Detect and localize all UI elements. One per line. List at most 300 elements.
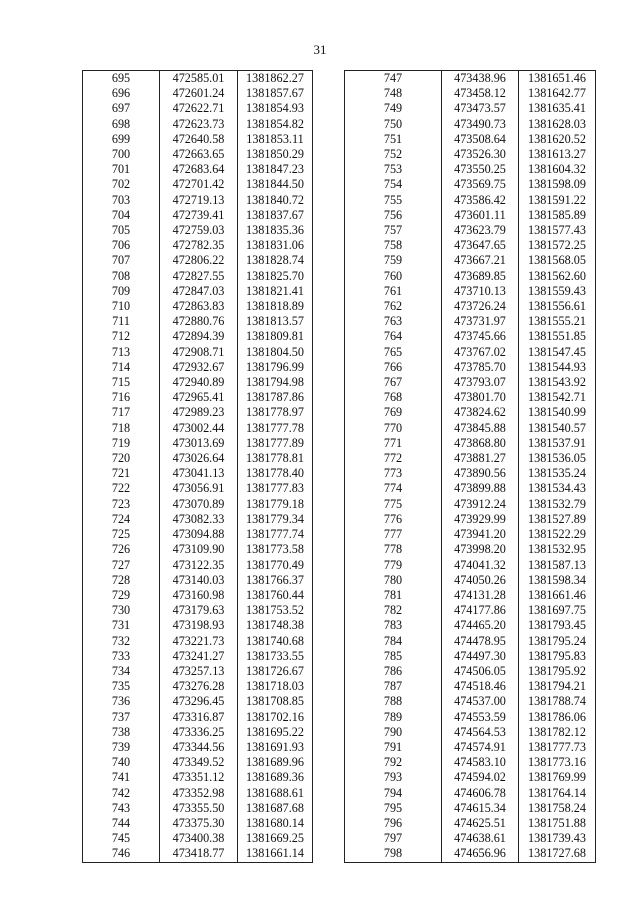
point-number-cell: 715: [83, 375, 160, 390]
table-row: [83, 117, 313, 132]
y-coordinate-cell: 1381795.24: [519, 634, 596, 649]
x-coordinate-cell: 474518.46: [442, 679, 519, 694]
table-row: [83, 542, 313, 557]
y-coordinate-cell: 1381853.11: [238, 132, 313, 147]
y-coordinate-cell: 1381862.27: [238, 71, 313, 87]
y-coordinate-cell: 1381680.14: [238, 816, 313, 831]
y-coordinate-cell: 1381847.23: [238, 162, 313, 177]
point-number-cell: 739: [83, 740, 160, 755]
point-number-cell: 712: [83, 329, 160, 344]
y-coordinate-cell: 1381691.93: [238, 740, 313, 755]
point-number-cell: 702: [83, 177, 160, 192]
point-number-cell: 701: [83, 162, 160, 177]
point-number-cell: 789: [345, 710, 442, 725]
table-row: [83, 314, 313, 329]
y-coordinate-cell: 1381613.27: [519, 147, 596, 162]
x-coordinate-cell: 472622.71: [160, 101, 238, 116]
point-number-cell: 723: [83, 497, 160, 512]
point-number-cell: 766: [345, 360, 442, 375]
y-coordinate-cell: 1381577.43: [519, 223, 596, 238]
x-coordinate-cell: 473221.73: [160, 634, 238, 649]
y-coordinate-cell: 1381766.37: [238, 573, 313, 588]
y-coordinate-cell: 1381795.83: [519, 649, 596, 664]
x-coordinate-cell: 472908.71: [160, 345, 238, 360]
table-row: [83, 603, 313, 618]
table-row: [83, 162, 313, 177]
table-row: [345, 740, 596, 755]
table-row: [83, 649, 313, 664]
x-coordinate-cell: 472806.22: [160, 253, 238, 268]
table-row: [345, 345, 596, 360]
table-row: [83, 664, 313, 679]
y-coordinate-cell: 1381818.89: [238, 299, 313, 314]
x-coordinate-cell: 472989.23: [160, 405, 238, 420]
point-number-cell: 763: [345, 314, 442, 329]
table-row: [345, 831, 596, 846]
table-row: [345, 329, 596, 344]
point-number-cell: 787: [345, 679, 442, 694]
table-row: [83, 755, 313, 770]
x-coordinate-cell: 473002.44: [160, 421, 238, 436]
table-row: [345, 710, 596, 725]
point-number-cell: 703: [83, 193, 160, 208]
point-number-cell: 724: [83, 512, 160, 527]
point-number-cell: 779: [345, 558, 442, 573]
table-row: [83, 375, 313, 390]
y-coordinate-cell: 1381534.43: [519, 481, 596, 496]
point-number-cell: 791: [345, 740, 442, 755]
table-row: [83, 679, 313, 694]
y-coordinate-cell: 1381708.85: [238, 694, 313, 709]
point-number-cell: 775: [345, 497, 442, 512]
table-row: [345, 466, 596, 481]
x-coordinate-cell: 473868.80: [442, 436, 519, 451]
y-coordinate-cell: 1381748.38: [238, 618, 313, 633]
table-row: [83, 725, 313, 740]
table-row: [345, 664, 596, 679]
point-number-cell: 794: [345, 786, 442, 801]
point-number-cell: 761: [345, 284, 442, 299]
x-coordinate-cell: 473899.88: [442, 481, 519, 496]
x-coordinate-cell: 472827.55: [160, 269, 238, 284]
x-coordinate-cell: 472847.03: [160, 284, 238, 299]
point-number-cell: 793: [345, 770, 442, 785]
point-number-cell: 758: [345, 238, 442, 253]
x-coordinate-cell: 473586.42: [442, 193, 519, 208]
table-row: [345, 497, 596, 512]
y-coordinate-cell: 1381777.74: [238, 527, 313, 542]
point-number-cell: 736: [83, 694, 160, 709]
point-number-cell: 696: [83, 86, 160, 101]
x-coordinate-cell: 472719.13: [160, 193, 238, 208]
x-coordinate-cell: 473767.02: [442, 345, 519, 360]
x-coordinate-cell: 473241.27: [160, 649, 238, 664]
y-coordinate-cell: 1381740.68: [238, 634, 313, 649]
x-coordinate-cell: 474465.20: [442, 618, 519, 633]
y-coordinate-cell: 1381651.46: [519, 71, 596, 87]
x-coordinate-cell: 473929.99: [442, 512, 519, 527]
point-number-cell: 765: [345, 345, 442, 360]
point-number-cell: 767: [345, 375, 442, 390]
point-number-cell: 773: [345, 466, 442, 481]
x-coordinate-cell: 472623.73: [160, 117, 238, 132]
table-row: [83, 208, 313, 223]
point-number-cell: 706: [83, 238, 160, 253]
y-coordinate-cell: 1381837.67: [238, 208, 313, 223]
point-number-cell: 719: [83, 436, 160, 451]
x-coordinate-cell: 473881.27: [442, 451, 519, 466]
point-number-cell: 713: [83, 345, 160, 360]
table-row: [345, 679, 596, 694]
point-number-cell: 730: [83, 603, 160, 618]
table-row: [83, 588, 313, 603]
table-row: [83, 527, 313, 542]
table-row: [345, 694, 596, 709]
point-number-cell: 756: [345, 208, 442, 223]
table-row: [345, 725, 596, 740]
y-coordinate-cell: 1381604.32: [519, 162, 596, 177]
x-coordinate-cell: 473082.33: [160, 512, 238, 527]
table-row: [83, 801, 313, 816]
table-row: [345, 390, 596, 405]
table-row: [83, 193, 313, 208]
x-coordinate-cell: 473473.57: [442, 101, 519, 116]
y-coordinate-cell: 1381778.40: [238, 466, 313, 481]
point-number-cell: 772: [345, 451, 442, 466]
point-number-cell: 744: [83, 816, 160, 831]
point-number-cell: 750: [345, 117, 442, 132]
table-row: [345, 132, 596, 147]
x-coordinate-cell: 473336.25: [160, 725, 238, 740]
table-row: [83, 436, 313, 451]
point-number-cell: 795: [345, 801, 442, 816]
y-coordinate-cell: 1381661.14: [238, 846, 313, 862]
x-coordinate-cell: 473026.64: [160, 451, 238, 466]
x-coordinate-cell: 473890.56: [442, 466, 519, 481]
point-number-cell: 755: [345, 193, 442, 208]
y-coordinate-cell: 1381764.14: [519, 786, 596, 801]
y-coordinate-cell: 1381572.25: [519, 238, 596, 253]
x-coordinate-cell: 473550.25: [442, 162, 519, 177]
point-number-cell: 782: [345, 603, 442, 618]
y-coordinate-cell: 1381794.98: [238, 375, 313, 390]
x-coordinate-cell: 473041.13: [160, 466, 238, 481]
point-number-cell: 695: [83, 71, 160, 87]
x-coordinate-cell: 473801.70: [442, 390, 519, 405]
page-number: 31: [313, 42, 327, 57]
table-row: [345, 634, 596, 649]
point-number-cell: 741: [83, 770, 160, 785]
x-coordinate-cell: 473745.66: [442, 329, 519, 344]
point-number-cell: 717: [83, 405, 160, 420]
table-row: [345, 405, 596, 420]
point-number-cell: 784: [345, 634, 442, 649]
table-row: [345, 193, 596, 208]
point-number-cell: 704: [83, 208, 160, 223]
y-coordinate-cell: 1381777.83: [238, 481, 313, 496]
x-coordinate-cell: 473198.93: [160, 618, 238, 633]
y-coordinate-cell: 1381769.99: [519, 770, 596, 785]
x-coordinate-cell: 473508.64: [442, 132, 519, 147]
y-coordinate-cell: 1381840.72: [238, 193, 313, 208]
x-coordinate-cell: 474553.59: [442, 710, 519, 725]
point-number-cell: 743: [83, 801, 160, 816]
point-number-cell: 747: [345, 71, 442, 87]
y-coordinate-cell: 1381739.43: [519, 831, 596, 846]
x-coordinate-cell: 473490.73: [442, 117, 519, 132]
point-number-cell: 760: [345, 269, 442, 284]
y-coordinate-cell: 1381547.45: [519, 345, 596, 360]
y-coordinate-cell: 1381635.41: [519, 101, 596, 116]
y-coordinate-cell: 1381778.81: [238, 451, 313, 466]
point-number-cell: 768: [345, 390, 442, 405]
y-coordinate-cell: 1381787.86: [238, 390, 313, 405]
x-coordinate-cell: 474606.78: [442, 786, 519, 801]
y-coordinate-cell: 1381702.16: [238, 710, 313, 725]
x-coordinate-cell: 472759.03: [160, 223, 238, 238]
point-number-cell: 735: [83, 679, 160, 694]
x-coordinate-cell: 473710.13: [442, 284, 519, 299]
y-coordinate-cell: 1381825.70: [238, 269, 313, 284]
y-coordinate-cell: 1381795.92: [519, 664, 596, 679]
table-row: [83, 238, 313, 253]
x-coordinate-cell: 474177.86: [442, 603, 519, 618]
y-coordinate-cell: 1381555.21: [519, 314, 596, 329]
x-coordinate-cell: 474537.00: [442, 694, 519, 709]
x-coordinate-cell: 473179.63: [160, 603, 238, 618]
y-coordinate-cell: 1381669.25: [238, 831, 313, 846]
point-number-cell: 777: [345, 527, 442, 542]
table-row: [345, 481, 596, 496]
y-coordinate-cell: 1381751.88: [519, 816, 596, 831]
table-row: [83, 345, 313, 360]
table-row: [345, 755, 596, 770]
table-row: [345, 542, 596, 557]
point-number-cell: 785: [345, 649, 442, 664]
point-number-cell: 749: [345, 101, 442, 116]
point-number-cell: 762: [345, 299, 442, 314]
y-coordinate-cell: 1381854.82: [238, 117, 313, 132]
table-row: [83, 786, 313, 801]
y-coordinate-cell: 1381753.52: [238, 603, 313, 618]
point-number-cell: 742: [83, 786, 160, 801]
table-row: [345, 86, 596, 101]
point-number-cell: 748: [345, 86, 442, 101]
point-number-cell: 700: [83, 147, 160, 162]
point-number-cell: 774: [345, 481, 442, 496]
x-coordinate-cell: 473355.50: [160, 801, 238, 816]
point-number-cell: 771: [345, 436, 442, 451]
table-row: [345, 786, 596, 801]
x-coordinate-cell: 473349.52: [160, 755, 238, 770]
point-number-cell: 716: [83, 390, 160, 405]
x-coordinate-cell: 473140.03: [160, 573, 238, 588]
point-number-cell: 781: [345, 588, 442, 603]
point-number-cell: 757: [345, 223, 442, 238]
y-coordinate-cell: 1381598.34: [519, 573, 596, 588]
y-coordinate-cell: 1381726.67: [238, 664, 313, 679]
y-coordinate-cell: 1381760.44: [238, 588, 313, 603]
point-number-cell: 746: [83, 846, 160, 862]
table-row: [345, 223, 596, 238]
point-number-cell: 727: [83, 558, 160, 573]
y-coordinate-cell: 1381688.61: [238, 786, 313, 801]
table-row: [83, 253, 313, 268]
table-row: [83, 451, 313, 466]
point-number-cell: 752: [345, 147, 442, 162]
x-coordinate-cell: 474506.05: [442, 664, 519, 679]
table-row: [83, 284, 313, 299]
y-coordinate-cell: 1381773.58: [238, 542, 313, 557]
y-coordinate-cell: 1381778.97: [238, 405, 313, 420]
point-number-cell: 711: [83, 314, 160, 329]
point-number-cell: 699: [83, 132, 160, 147]
x-coordinate-cell: 473375.30: [160, 816, 238, 831]
x-coordinate-cell: 472965.41: [160, 390, 238, 405]
y-coordinate-cell: 1381788.74: [519, 694, 596, 709]
x-coordinate-cell: 473526.30: [442, 147, 519, 162]
y-coordinate-cell: 1381695.22: [238, 725, 313, 740]
x-coordinate-cell: 472585.01: [160, 71, 238, 87]
y-coordinate-cell: 1381585.89: [519, 208, 596, 223]
y-coordinate-cell: 1381661.46: [519, 588, 596, 603]
x-coordinate-cell: 473094.88: [160, 527, 238, 542]
table-row: [345, 147, 596, 162]
point-number-cell: 764: [345, 329, 442, 344]
y-coordinate-cell: 1381559.43: [519, 284, 596, 299]
x-coordinate-cell: 472640.58: [160, 132, 238, 147]
point-number-cell: 797: [345, 831, 442, 846]
table-row: [345, 512, 596, 527]
table-row: [83, 618, 313, 633]
point-number-cell: 709: [83, 284, 160, 299]
point-number-cell: 754: [345, 177, 442, 192]
table-row: [83, 390, 313, 405]
x-coordinate-cell: 473056.91: [160, 481, 238, 496]
coordinates-table-right: [344, 70, 596, 863]
table-row: [345, 208, 596, 223]
y-coordinate-cell: 1381551.85: [519, 329, 596, 344]
point-number-cell: 705: [83, 223, 160, 238]
x-coordinate-cell: 472701.42: [160, 177, 238, 192]
x-coordinate-cell: 473109.90: [160, 542, 238, 557]
x-coordinate-cell: 473400.38: [160, 831, 238, 846]
table-row: [83, 634, 313, 649]
y-coordinate-cell: 1381831.06: [238, 238, 313, 253]
x-coordinate-cell: 473418.77: [160, 846, 238, 862]
x-coordinate-cell: 473296.45: [160, 694, 238, 709]
x-coordinate-cell: 472863.83: [160, 299, 238, 314]
y-coordinate-cell: 1381687.68: [238, 801, 313, 816]
point-number-cell: 792: [345, 755, 442, 770]
y-coordinate-cell: 1381794.21: [519, 679, 596, 694]
table-row: [345, 360, 596, 375]
y-coordinate-cell: 1381821.41: [238, 284, 313, 299]
x-coordinate-cell: 474564.53: [442, 725, 519, 740]
y-coordinate-cell: 1381786.06: [519, 710, 596, 725]
point-number-cell: 729: [83, 588, 160, 603]
y-coordinate-cell: 1381536.05: [519, 451, 596, 466]
y-coordinate-cell: 1381758.24: [519, 801, 596, 816]
y-coordinate-cell: 1381828.74: [238, 253, 313, 268]
point-number-cell: 698: [83, 117, 160, 132]
x-coordinate-cell: 473941.20: [442, 527, 519, 542]
x-coordinate-cell: 474131.28: [442, 588, 519, 603]
x-coordinate-cell: 473689.85: [442, 269, 519, 284]
table-row: [83, 223, 313, 238]
point-number-cell: 726: [83, 542, 160, 557]
table-row: [345, 177, 596, 192]
table-row: [83, 177, 313, 192]
y-coordinate-cell: 1381527.89: [519, 512, 596, 527]
y-coordinate-cell: 1381844.50: [238, 177, 313, 192]
table-row: [83, 558, 313, 573]
x-coordinate-cell: 473731.97: [442, 314, 519, 329]
y-coordinate-cell: 1381779.18: [238, 497, 313, 512]
table-row: [83, 770, 313, 785]
y-coordinate-cell: 1381727.68: [519, 846, 596, 862]
x-coordinate-cell: 473623.79: [442, 223, 519, 238]
x-coordinate-cell: 474041.32: [442, 558, 519, 573]
table-row: [83, 816, 313, 831]
table-row: [83, 740, 313, 755]
y-coordinate-cell: 1381804.50: [238, 345, 313, 360]
x-coordinate-cell: 473601.11: [442, 208, 519, 223]
point-number-cell: 798: [345, 846, 442, 862]
table-row: [345, 770, 596, 785]
point-number-cell: 725: [83, 527, 160, 542]
y-coordinate-cell: 1381642.77: [519, 86, 596, 101]
x-coordinate-cell: 473276.28: [160, 679, 238, 694]
y-coordinate-cell: 1381543.92: [519, 375, 596, 390]
y-coordinate-cell: 1381813.57: [238, 314, 313, 329]
y-coordinate-cell: 1381777.89: [238, 436, 313, 451]
x-coordinate-cell: 473013.69: [160, 436, 238, 451]
table-row: [345, 299, 596, 314]
x-coordinate-cell: 473793.07: [442, 375, 519, 390]
table-row: [345, 101, 596, 116]
x-coordinate-cell: 473352.98: [160, 786, 238, 801]
x-coordinate-cell: 472739.41: [160, 208, 238, 223]
y-coordinate-cell: 1381689.96: [238, 755, 313, 770]
x-coordinate-cell: 474638.61: [442, 831, 519, 846]
table-row: [345, 314, 596, 329]
y-coordinate-cell: 1381587.13: [519, 558, 596, 573]
y-coordinate-cell: 1381809.81: [238, 329, 313, 344]
x-coordinate-cell: 474594.02: [442, 770, 519, 785]
table-row: [345, 269, 596, 284]
x-coordinate-cell: 474615.34: [442, 801, 519, 816]
point-number-cell: 770: [345, 421, 442, 436]
y-coordinate-cell: 1381770.49: [238, 558, 313, 573]
table-row: [83, 846, 313, 862]
table-row: [83, 421, 313, 436]
table-row: [83, 405, 313, 420]
x-coordinate-cell: 473785.70: [442, 360, 519, 375]
y-coordinate-cell: 1381850.29: [238, 147, 313, 162]
table-row: [345, 816, 596, 831]
x-coordinate-cell: 474656.96: [442, 846, 519, 862]
point-number-cell: 733: [83, 649, 160, 664]
y-coordinate-cell: 1381777.78: [238, 421, 313, 436]
x-coordinate-cell: 473647.65: [442, 238, 519, 253]
table-row: [83, 101, 313, 116]
table-row: [83, 573, 313, 588]
table-row: [345, 846, 596, 862]
y-coordinate-cell: 1381542.71: [519, 390, 596, 405]
x-coordinate-cell: 473845.88: [442, 421, 519, 436]
x-coordinate-cell: 474583.10: [442, 755, 519, 770]
